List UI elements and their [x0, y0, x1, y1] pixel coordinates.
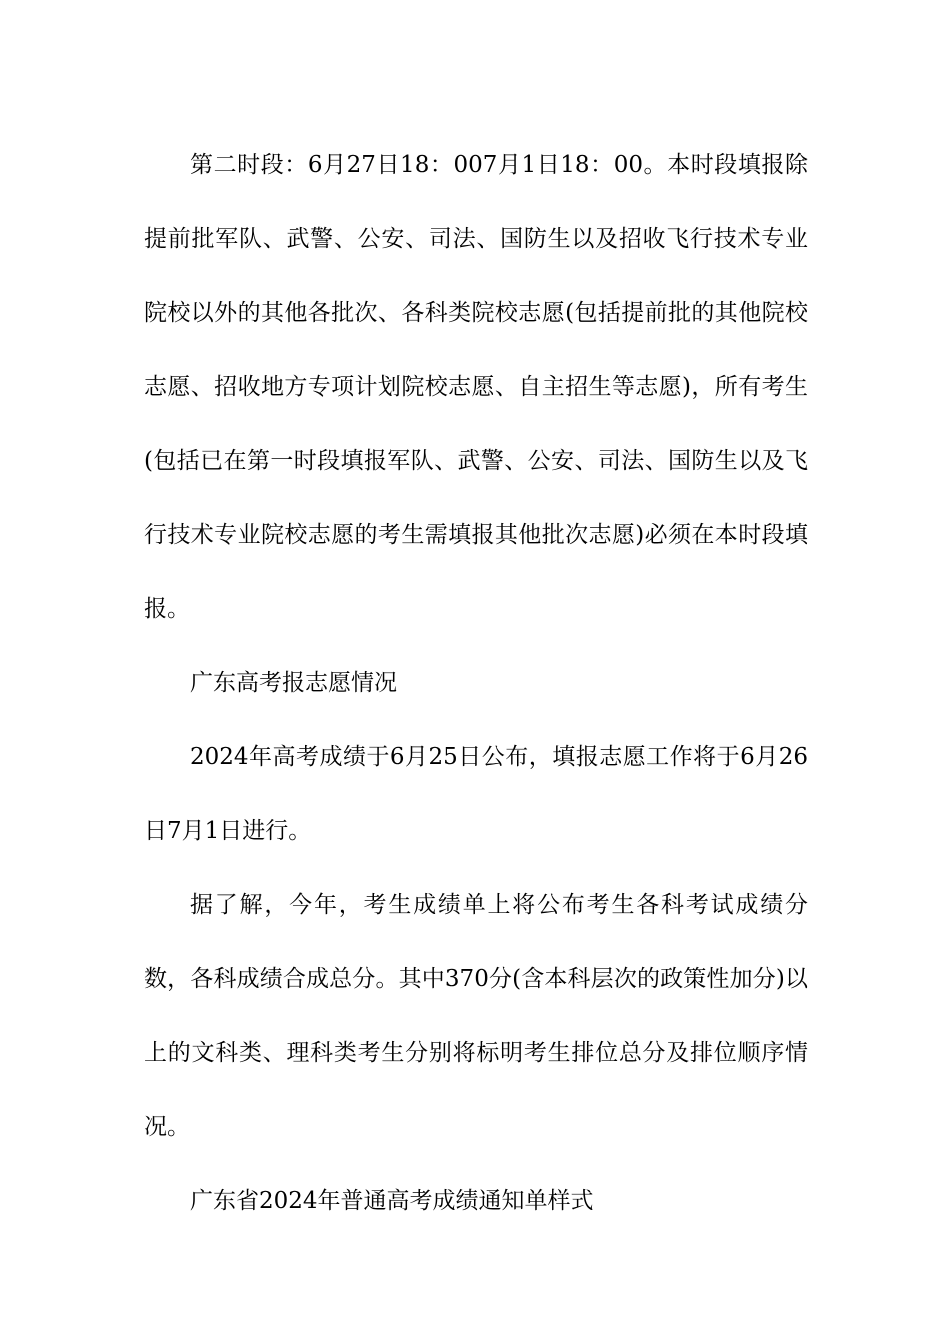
- paragraph-score-details: 据了解，今年，考生成绩单上将公布考生各科考试成绩分数，各科成绩合成总分。其中370分(含本科层次的政策性加分)以上的文科类、理科类考生分别将标明考生排位总分及排位顺序情况。: [144, 892, 808, 1140]
- paragraph-second-period: 第二时段：6月27日18：007月1日18：00。本时段填报除提前批军队、武警、公安、司法、国防生以及招收飞行技术专业院校以外的其他各批次、各科类院校志愿(包括提前批的其他院校志愿、招收地方专项计划院校志愿、自主招生等志愿)，所有考生(包括已在第一时段填报军队、武警、公安、司法、国防生以及飞行技术专业院校志愿的考生需填报其他批次志愿)必须在本时段填报。: [144, 152, 808, 622]
- paragraph-score-release: 2024年高考成绩于6月25日公布，填报志愿工作将于6月26日7月1日进行。: [144, 744, 808, 844]
- section-heading-score-notice-format: 广东省2024年普通高考成绩通知单样式: [190, 1188, 594, 1214]
- section-heading-guangdong-application: 广东高考报志愿情况: [190, 670, 397, 696]
- document-body: [144, 128, 808, 1238]
